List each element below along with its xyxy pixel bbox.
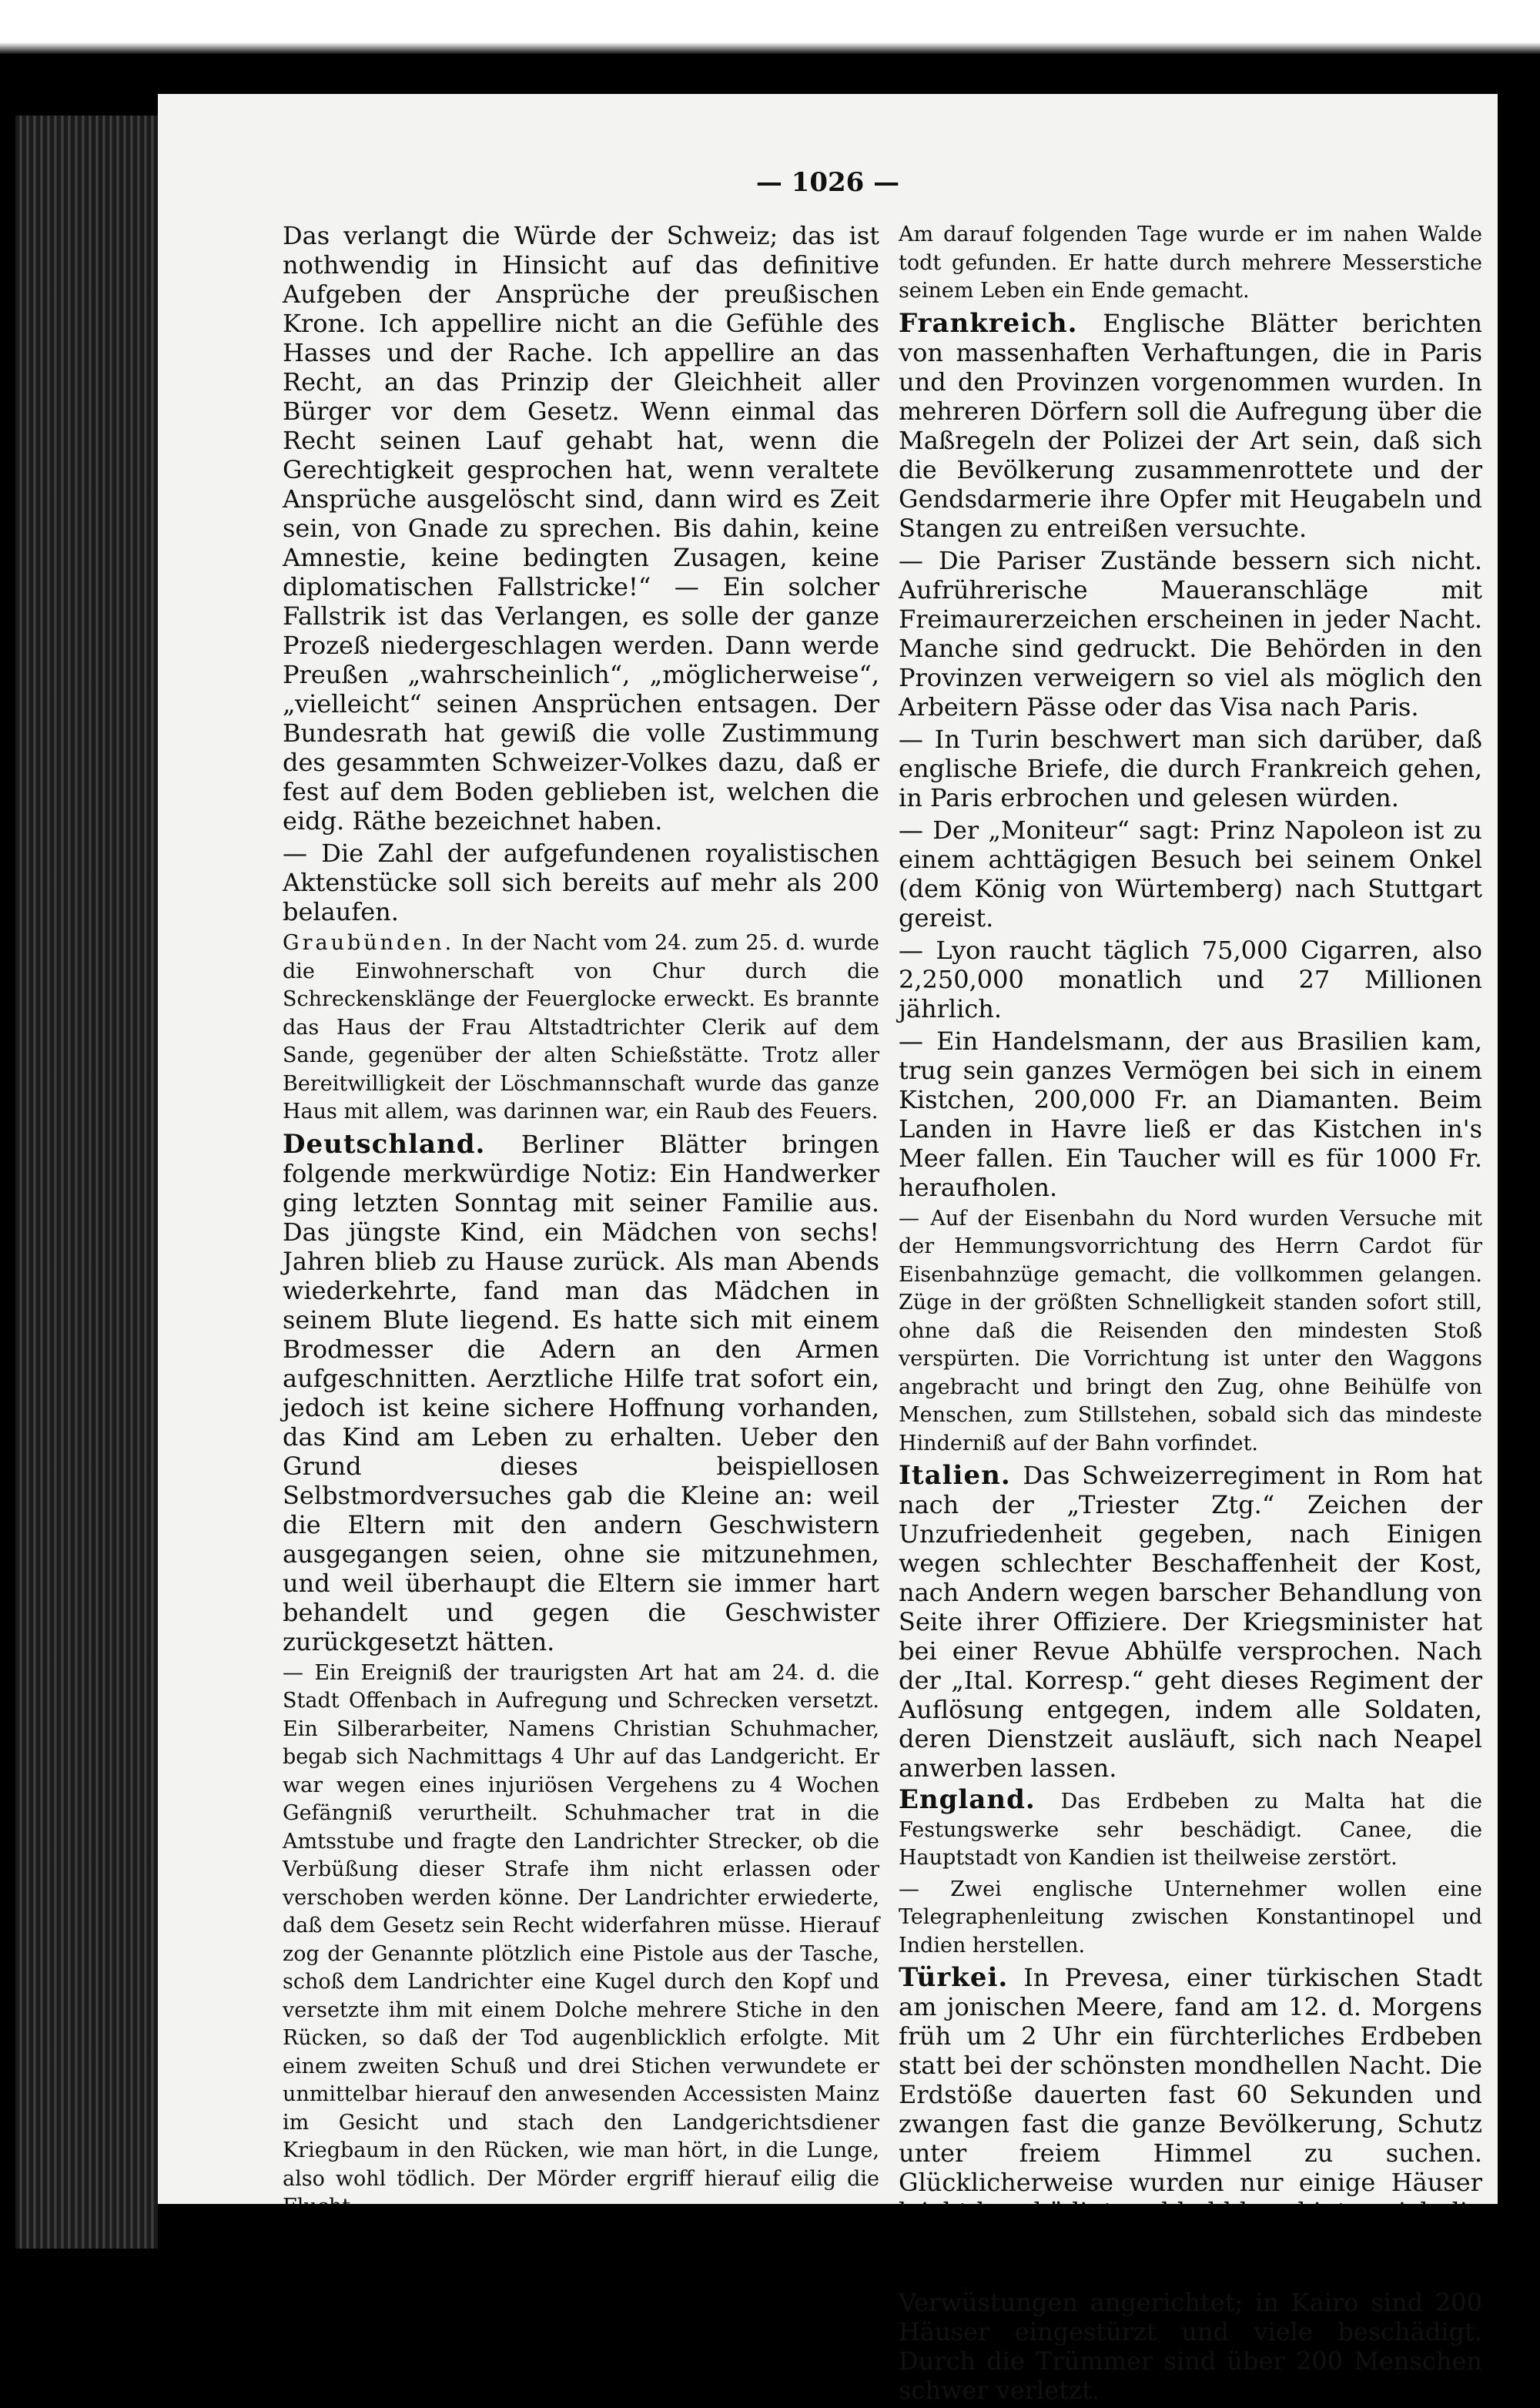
- section-heading-deutschland: Deutschland.: [283, 1128, 486, 1160]
- article-paragraph: — Die Pariser Zustände bessern sich nicht. Aufrührerische Maueranschläge mit Freimaurerzeichen erscheinen in jeder Nacht. Manche sind gedruckt. Die Behörden in den Provinzen verweigern so viel als möglich den Arbeitern Pässe oder das Visa nach Paris.: [899, 545, 1482, 722]
- right-column: [899, 221, 1482, 2408]
- section-label-graubuenden: Graubünden.: [283, 931, 455, 955]
- section-heading-england: England.: [899, 1784, 1036, 1815]
- article-text: Berliner Blätter bringen folgende merkwürdige Notiz: Ein Handwerker ging letzten Sonntag mit seiner Familie aus. Das jüngste Kind, ein Mädchen von sechs! Jahren blieb zu Hause zurück. Als man Abends wiederkehrte, fand man das Mädchen in seinem Blute liegend. Es hatte sich mit einem Brodmesser die Adern an den Armen aufgeschnitten. Aerztliche Hilfe trat sofort ein, jedoch ist keine sichere Hoffnung vorhanden, das Kind am Leben zu erhalten. Ueber den Grund dieses beispiellosen Selbstmordversuches gab die Kleine an: weil die Eltern mit den andern Geschwistern ausgegangen seien, ohne sie mitzunehmen, und weil überhaupt die Eltern sie immer hart behandelt und gegen die Geschwister zurückgesetzt hätten.: [283, 1129, 880, 1656]
- article-paragraph: — In Turin beschwert man sich darüber, daß englische Briefe, die durch Frankreich gehen, in Paris erbrochen und gelesen würden.: [899, 724, 1482, 812]
- article-paragraph: — Zwei englische Unternehmer wollen eine Telegraphenleitung zwischen Konstantinopel und Indien herstellen.: [899, 1877, 1482, 1958]
- article-text: In der Nacht vom 24. zum 25. d. wurde die Einwohnerschaft von Chur durch die Schreckensklänge der Feuerglocke erweckt. Es brannte das Haus der Frau Altstadtrichter Clerik auf dem Sande, gegenüber der alten Schießstätte. Trotz aller Bereitwilligkeit der Löschmannschaft wurde das ganze Haus mit allem, was darinnen war, ein Raub des Feuers.: [283, 931, 879, 1124]
- section-heading-tuerkei: Türkei.: [899, 1962, 1009, 1993]
- article-paragraph: — Ein Handelsmann, der aus Brasilien kam, trug sein ganzes Vermögen bei sich in einem Kistchen, 200,000 Fr. an Diamanten. Beim Landen in Havre ließ er das Kistchen in's Meer fallen. Ein Taucher will es für 1000 Fr. heraufholen.: [899, 1026, 1482, 1202]
- article-paragraph: Das verlangt die Würde der Schweiz; das ist nothwendig in Hinsicht auf das definitive Aufgeben der Ansprüche der preußischen Krone. Ich appellire nicht an die Gefühle des Hasses und der Rache. Ich appellire an das Recht, an das Prinzip der Gleichheit aller Bürger vor dem Gesetz. Wenn einmal das Recht seinen Lauf gehabt hat, wenn die Gerechtigkeit gesprochen hat, wenn veraltete Ansprüche ausgelöscht sind, dann wird es Zeit sein, von Gnade zu sprechen. Bis dahin, keine Amnestie, keine bedingten Zusagen, keine diplomatischen Fallstricke!“ — Ein solcher Fallstrik ist das Verlangen, es solle der ganze Prozeß niedergeschlagen werden. Dann werde Preußen „wahrscheinlich“, „möglicherweise“, „vielleicht“ seinen Ansprüchen entsagen. Der Bundesrath hat gewiß die volle Zustimmung des gesammten Schweizer-Volkes dazu, daß er fest auf dem Boden geblieben ist, welchen die eidg. Räthe bezeichnet haben.: [283, 221, 879, 836]
- left-column: [283, 221, 879, 2225]
- section-heading-italien: Italien.: [899, 1460, 1011, 1491]
- article-england: [899, 1786, 1482, 1873]
- article-text: Englische Blätter berichten von massenhaften Verhaftungen, die in Paris und den Provinzen vorgenommen wurden. In mehreren Dörfern soll die Aufregung über die Maßregeln der Polizei der Art sein, daß sich die Bevölkerung zusammenrottete und der Gendsdarmerie ihre Opfer mit Heugabeln und Stangen zu entreißen versuchte.: [899, 308, 1483, 543]
- article-text: Verwüstungen angerichtet; in Kairo sind 200 Häuser eingestürzt und viele beschädigt. Durch die Trümmer sind über 200 Menschen schwer verletzt.: [899, 2288, 1482, 2405]
- article-text: Das Erdbeben zu Malta hat die Festungswerke sehr beschädigt. Canee, die Hauptstadt von Kandien ist theilweise zerstört.: [899, 1790, 1482, 1870]
- article-paragraph: — Die Zahl der aufgefundenen royalistischen Aktenstücke soll sich bereits auf mehr als 200 belaufen.: [283, 839, 879, 926]
- article-paragraph: — Lyon raucht täglich 75,000 Cigarren, also 2,250,000 monatlich und 27 Millionen jährlich.: [899, 935, 1482, 1023]
- scan-bottom-edge: [158, 2204, 1498, 2287]
- section-heading-frankreich: Frankreich.: [899, 307, 1078, 339]
- article-deutschland: [283, 1130, 879, 1656]
- article-text: Das Schweizerregiment in Rom hat nach der „Triester Ztg.“ Zeichen der Unzufriedenheit gegeben, nach Einigen wegen schlechter Beschaffenheit der Kost, nach Andern wegen barscher Behandlung von Seite ihrer Offiziere. Der Kriegsminister hat bei einer Revue Abhülfe versprochen. Nach der „Ital. Korresp.“ geht dieses Regiment der Auflösung entgegen, indem alle Soldaten, deren Dienstzeit ausläuft, sich nach Neapel anwerben lassen.: [899, 1461, 1483, 1783]
- article-italien: [899, 1461, 1482, 1783]
- article-paragraph: — Auf der Eisenbahn du Nord wurden Versuche mit der Hemmungsvorrichtung des Herrn Cardot für Eisenbahnzüge gemacht, die vollkommen gelangen. Züge in der größten Schnelligkeit standen sofort still, ohne daß die Reisenden den mindesten Stoß verspürten. Die Vorrichtung ist unter den Waggons angebracht und bringt den Zug, ohne Beihülfe von Menschen, zum Stillstehen, sobald sich das mindeste Hinderniß auf der Bahn vorfindet.: [899, 1206, 1482, 1455]
- book-page-edges: [15, 116, 162, 2249]
- article-graubuenden: [283, 929, 879, 1127]
- article-text: In Prevesa, einer türkischen Stadt am jonischen Meere, fand am 12. d. Morgens früh um 2 Uhr ein fürchterliches Erdbeben statt bei der schönsten mondhellen Nacht. Die Erdstöße dauerten fast 60 Sekunden und zwangen fast die ganze Bevölkerung, Schutz unter freiem Himmel zu suchen. Glücklicherweise wurden nur einige Häuser: [899, 1963, 1482, 2197]
- article-paragraph: — Ein Ereigniß der traurigsten Art hat am 24. d. die Stadt Offenbach in Aufregung und Schrecken versetzt. Ein Silberarbeiter, Namens Christian Schuhmacher, begab sich Nachmittags 4 Uhr auf das Landgericht. Er war wegen eines injuriösen Vergehens zu 4 Wochen Gefängniß verurtheilt. Schuhmacher trat in die Amtsstube und fragte den Landrichter Strecker, ob die Verbüßung dieser Strafe ihm nicht erlassen oder verschoben werden könne. Der Landrichter erwiederte, daß dem Gesetz sein Recht widerfahren müsse. Hierauf zog der Genannte plötzlich eine Pistole aus der Tasche, schoß dem Landrichter eine Kugel durch den Kopf und versetzte ihm mit einem Dolche mehrere Stiche in den Rücken, so daß der Tod augenblicklich erfolgte. Mit einem zweiten Schuß und drei Stichen verwundete er unmittelbar hierauf den anwesenden Accessisten Mainz im Gesicht und stach den Landgerichtsdiener Kriegbaum in den Rücken, wie man hört, in die Lunge, also wohl tödlich. Der Mörder ergriff hierauf eilig die: [283, 1660, 879, 2191]
- article-paragraph: Am darauf folgenden Tage wurde er im nahen Walde todt gefunden. Er hatte durch mehrere Messerstiche seinem Leben ein Ende gemacht.: [899, 223, 1482, 303]
- newspaper-page: [158, 94, 1498, 2405]
- article-paragraph: — Der „Moniteur“ sagt: Prinz Napoleon ist zu einem achttägigen Besuch bei seinem Onkel (dem König von Würtemberg) nach Stuttgart gereist.: [899, 815, 1482, 933]
- article-frankreich: [899, 309, 1482, 543]
- scan-top-edge: [0, 0, 1540, 54]
- page-number: — 1026 —: [755, 167, 900, 198]
